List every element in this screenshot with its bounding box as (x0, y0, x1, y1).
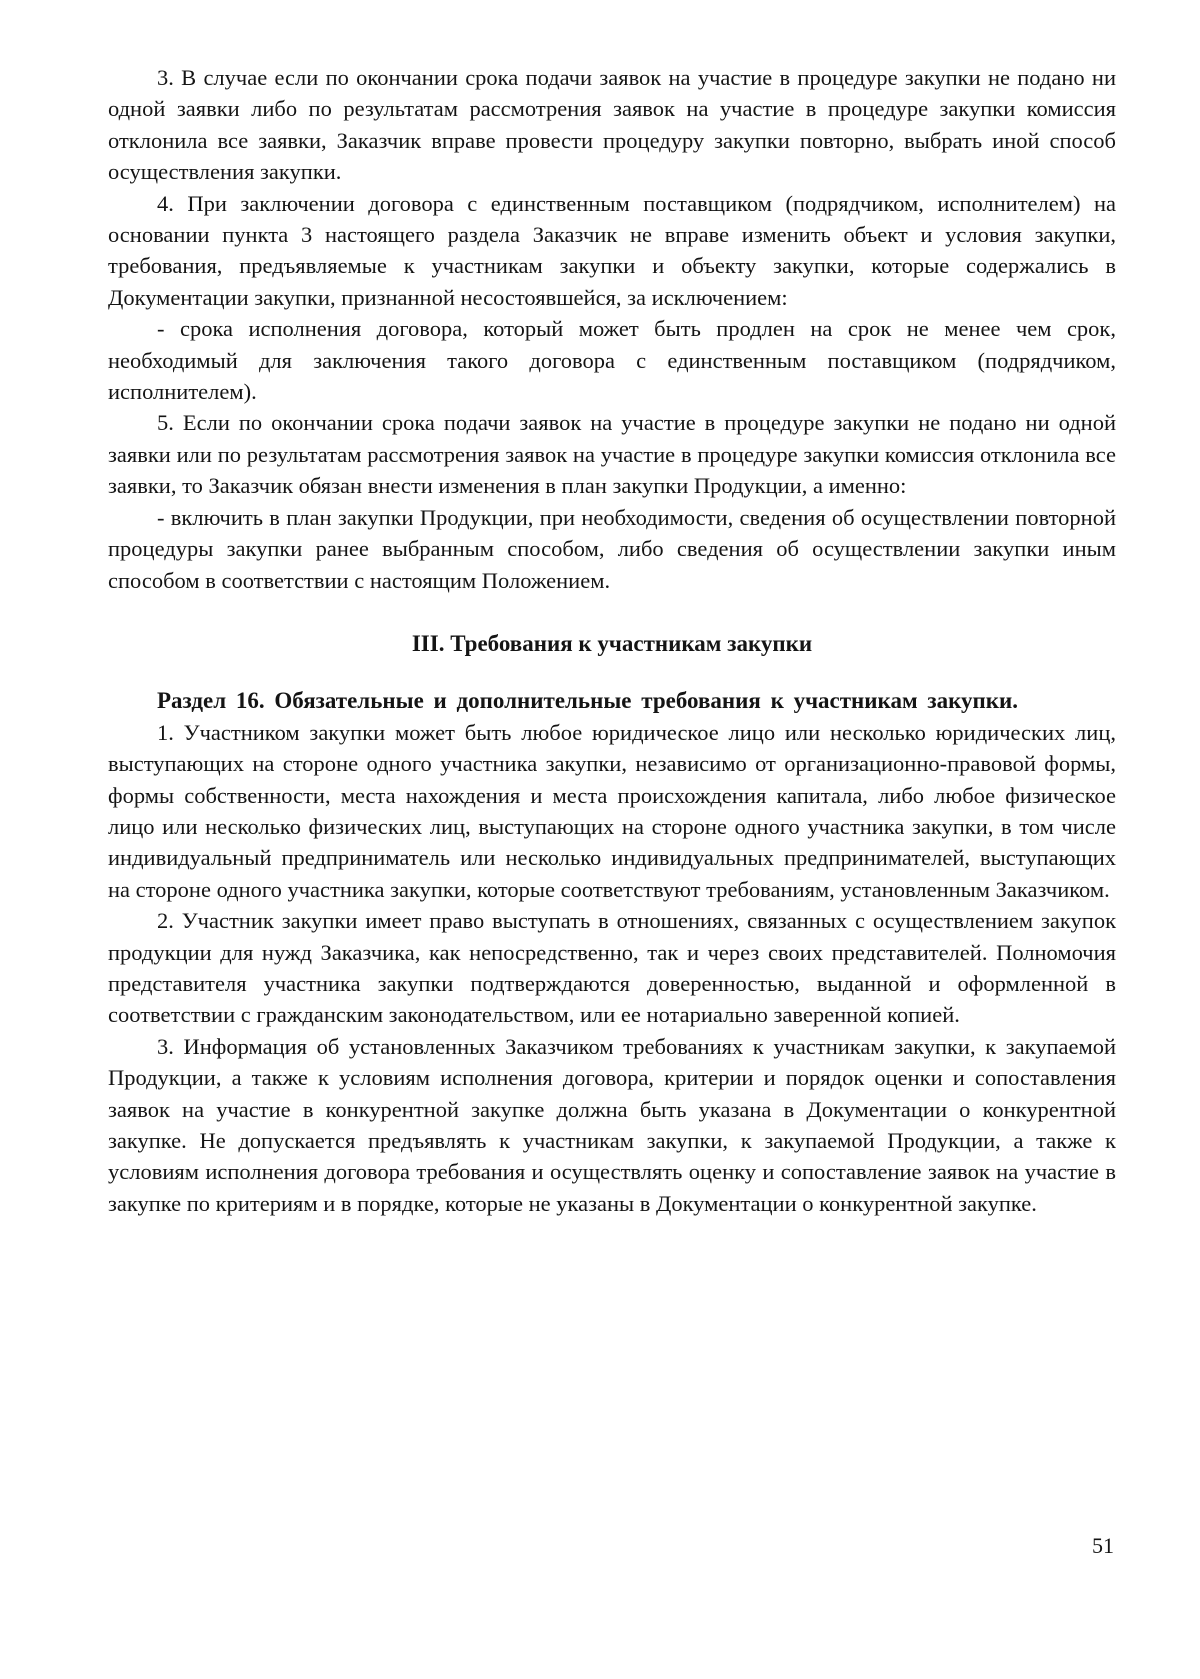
subsection-title: Раздел 16. Обязательные и дополнительные требования к участникам закупки. (157, 688, 1019, 714)
paragraph-top-4: 4. При заключении договора с единственным поставщиком (подрядчиком, исполнителем) на основании пункта 3 настоящего раздела Заказчик не вправе изменить объект и условия закупки, требования, предъявляемые к участникам закупки и объекту закупки, которые содержались в Документации закупки, признанной несостоявшейся, за исключением: (108, 190, 1116, 310)
paragraph-top-3: 3. В случае если по окончании срока подачи заявок на участие в процедуре закупки не подано ни одной заявки либо по результатам рассмотрения заявок на участие в процедуре закупки комиссия отклонила все заявки, Заказчик вправе провести процедуру закупки повторно, выбрать иной способ осуществления закупки. (108, 65, 1116, 185)
paragraph-top-5-item: - включить в план закупки Продукции, при необходимости, сведения об осуществлении повторной процедуры закупки ранее выбранным способом, либо сведения об осуществлении закупки иным способом в соответствии с настоящим Положением. (108, 504, 1116, 593)
paragraph-top-4-exception: - срока исполнения договора, который может быть продлен на срок не менее чем срок, необходимый для заключения такого договора с единственным поставщиком (подрядчиком, исполнителем). (108, 316, 1116, 405)
paragraph-bottom-2: 2. Участник закупки имеет право выступать в отношениях, связанных с осуществлением закупок продукции для нужд Заказчика, как непосредственно, так и через своих представителей. Полномочия представителя участника закупки подтверждаются доверенностью, выданной и оформленной в соответствии с гражданским законодательством, или ее нотариально заверенной копией. (108, 908, 1116, 1028)
paragraph-bottom-1: 1. Участником закупки может быть любое юридическое лицо или несколько юридических лиц, выступающих на стороне одного участника закупки, независимо от организационно-правовой формы, формы собственности, места нахождения и места происхождения капитала, либо любое физическое лицо или несколько физических лиц, выступающих на стороне одного участника закупки, в том числе индивидуальный предприниматель или несколько индивидуальных предпринимателей, выступающих на стороне одного участника закупки, которые соответствуют требованиям, установленным Заказчиком. (108, 719, 1116, 902)
paragraph-top-5: 5. Если по окончании срока подачи заявок на участие в процедуре закупки не подано ни одной заявки или по результатам рассмотрения заявок на участие в процедуре закупки комиссия отклонила все заявки, то Заказчик обязан внести изменения в план закупки Продукции, а именно: (108, 410, 1116, 499)
page-number: 51 (1092, 1533, 1114, 1558)
section-title: III. Требования к участникам закупки (411, 630, 813, 656)
paragraph-bottom-3: 3. Информация об установленных Заказчиком требованиях к участникам закупки, к закупаемой Продукции, а также к условиям исполнения договора, критерии и порядок оценки и сопоставления заявок на участие в конкурентной закупке должна быть указана в Документации о конкурентной закупке. Не допускается предъявлять к участникам закупки, к закупаемой Продукции, а также к условиям исполнения договора требования и осуществлять оценку и сопоставление заявок на участие в закупке по критериям и в порядке, которые не указаны в Документации о конкурентной закупке. (108, 1033, 1116, 1216)
